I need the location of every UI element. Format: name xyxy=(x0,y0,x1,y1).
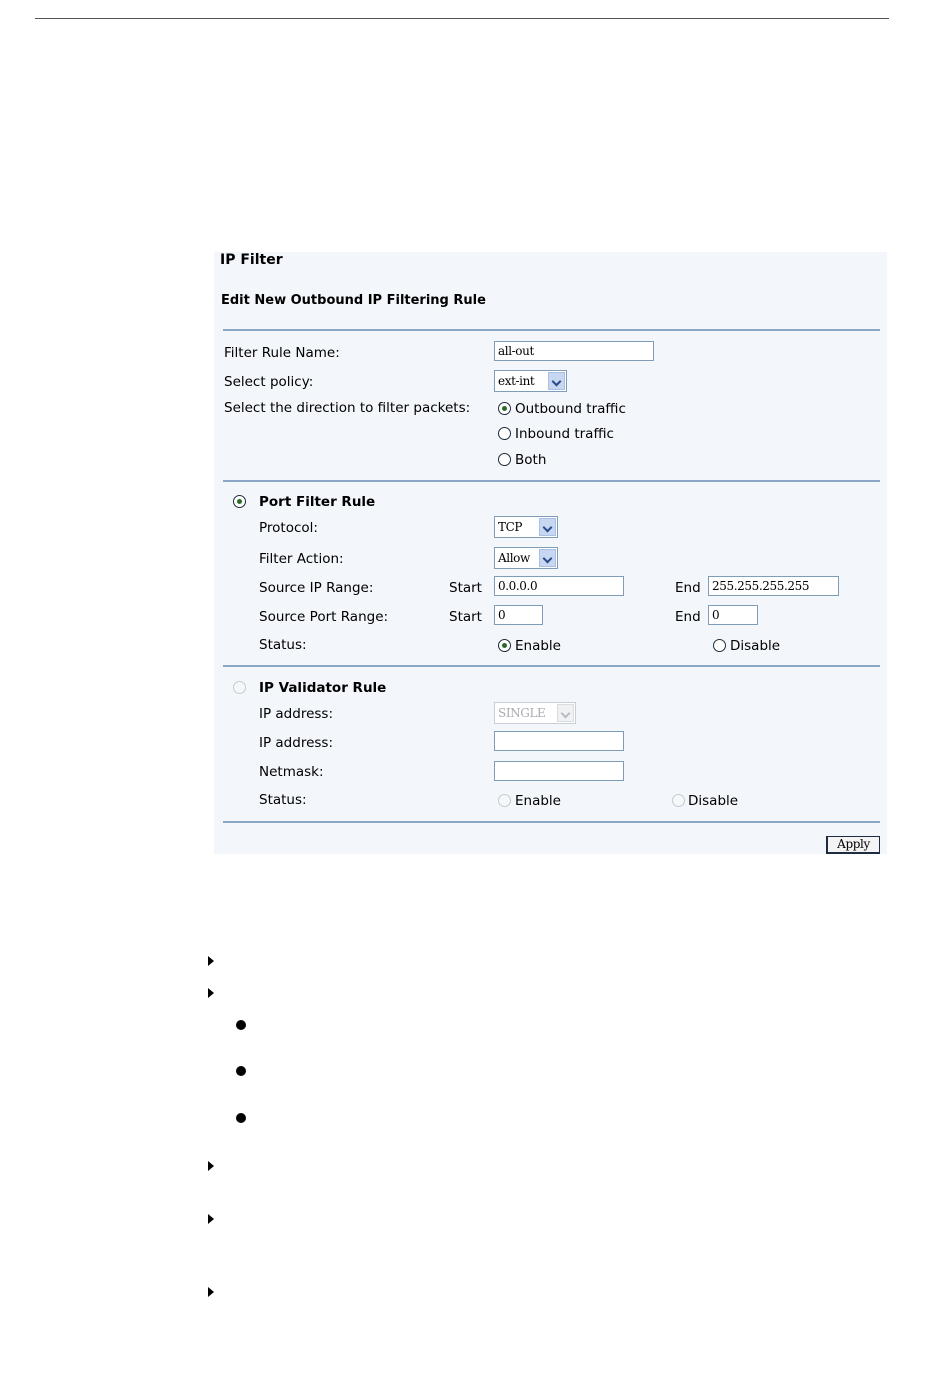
netmask-input[interactable] xyxy=(494,761,624,781)
policy-label: Select policy: xyxy=(224,374,314,390)
source-port-end-label: End xyxy=(675,609,701,625)
port-filter-rule-radio[interactable] xyxy=(233,495,246,508)
validator-status-enable-radio[interactable] xyxy=(498,794,511,807)
section-divider xyxy=(223,329,880,331)
policy-select-value: ext-int xyxy=(498,374,535,388)
filter-action-label: Filter Action: xyxy=(259,551,344,567)
apply-button[interactable]: Apply xyxy=(826,836,880,854)
page-header-rule xyxy=(35,18,889,19)
triangle-right-icon xyxy=(208,1161,214,1171)
triangle-right-icon xyxy=(208,988,214,998)
port-filter-rule-title: Port Filter Rule xyxy=(259,494,376,510)
direction-both-radio[interactable] xyxy=(498,453,511,466)
filled-circle-icon xyxy=(236,1020,246,1030)
source-port-start-input[interactable]: 0 xyxy=(494,605,543,625)
protocol-select[interactable] xyxy=(494,516,558,538)
ip-filter-panel xyxy=(214,252,887,854)
port-status-disable-label: Disable xyxy=(730,638,781,654)
direction-both-label: Both xyxy=(515,452,547,468)
triangle-right-icon xyxy=(208,1214,214,1224)
ip-address-label: IP address: xyxy=(259,735,333,751)
port-status-enable-radio[interactable] xyxy=(498,639,511,652)
netmask-label: Netmask: xyxy=(259,764,324,780)
source-ip-end-input[interactable]: 255.255.255.255 xyxy=(708,576,839,596)
direction-inbound-radio[interactable] xyxy=(498,427,511,440)
direction-outbound-label: Outbound traffic xyxy=(515,401,626,417)
port-status-label: Status: xyxy=(259,637,307,653)
source-port-range-label: Source Port Range: xyxy=(259,609,389,625)
filled-circle-icon xyxy=(236,1066,246,1076)
source-ip-end-label: End xyxy=(675,580,701,596)
validator-status-label: Status: xyxy=(259,792,307,808)
direction-outbound-radio[interactable] xyxy=(498,402,511,415)
chevron-down-icon xyxy=(539,549,556,567)
port-status-disable-radio[interactable] xyxy=(713,639,726,652)
rule-name-label: Filter Rule Name: xyxy=(224,345,340,361)
filter-action-select[interactable] xyxy=(494,547,558,569)
section-divider xyxy=(223,665,880,667)
filter-action-select-value: Allow xyxy=(498,551,530,565)
direction-label: Select the direction to filter packets: xyxy=(224,400,471,416)
section-divider xyxy=(223,821,880,823)
ip-validator-rule-title: IP Validator Rule xyxy=(259,680,387,696)
panel-title: IP Filter xyxy=(220,252,283,268)
triangle-right-icon xyxy=(208,956,214,966)
chevron-down-icon xyxy=(539,518,556,536)
ip-type-select[interactable] xyxy=(494,702,576,724)
chevron-down-icon xyxy=(557,704,574,722)
source-ip-range-label: Source IP Range: xyxy=(259,580,374,596)
source-port-start-label: Start xyxy=(449,609,482,625)
direction-inbound-label: Inbound traffic xyxy=(515,426,614,442)
ip-address-input[interactable] xyxy=(494,731,624,751)
filled-circle-icon xyxy=(236,1113,246,1123)
chevron-down-icon xyxy=(548,372,565,390)
panel-subtitle: Edit New Outbound IP Filtering Rule xyxy=(221,293,486,308)
ip-type-label: IP address: xyxy=(259,706,333,722)
rule-name-input[interactable]: all-out xyxy=(494,341,654,361)
source-port-end-input[interactable]: 0 xyxy=(708,605,758,625)
validator-status-enable-label: Enable xyxy=(515,793,561,809)
source-ip-start-input[interactable]: 0.0.0.0 xyxy=(494,576,624,596)
section-divider xyxy=(223,480,880,482)
ip-validator-rule-radio[interactable] xyxy=(233,681,246,694)
source-ip-start-label: Start xyxy=(449,580,482,596)
triangle-right-icon xyxy=(208,1287,214,1297)
protocol-label: Protocol: xyxy=(259,520,318,536)
protocol-select-value: TCP xyxy=(498,520,523,534)
validator-status-disable-label: Disable xyxy=(688,793,739,809)
ip-type-select-value: SINGLE xyxy=(498,706,546,720)
policy-select[interactable] xyxy=(494,370,567,392)
port-status-enable-label: Enable xyxy=(515,638,561,654)
validator-status-disable-radio[interactable] xyxy=(672,794,685,807)
